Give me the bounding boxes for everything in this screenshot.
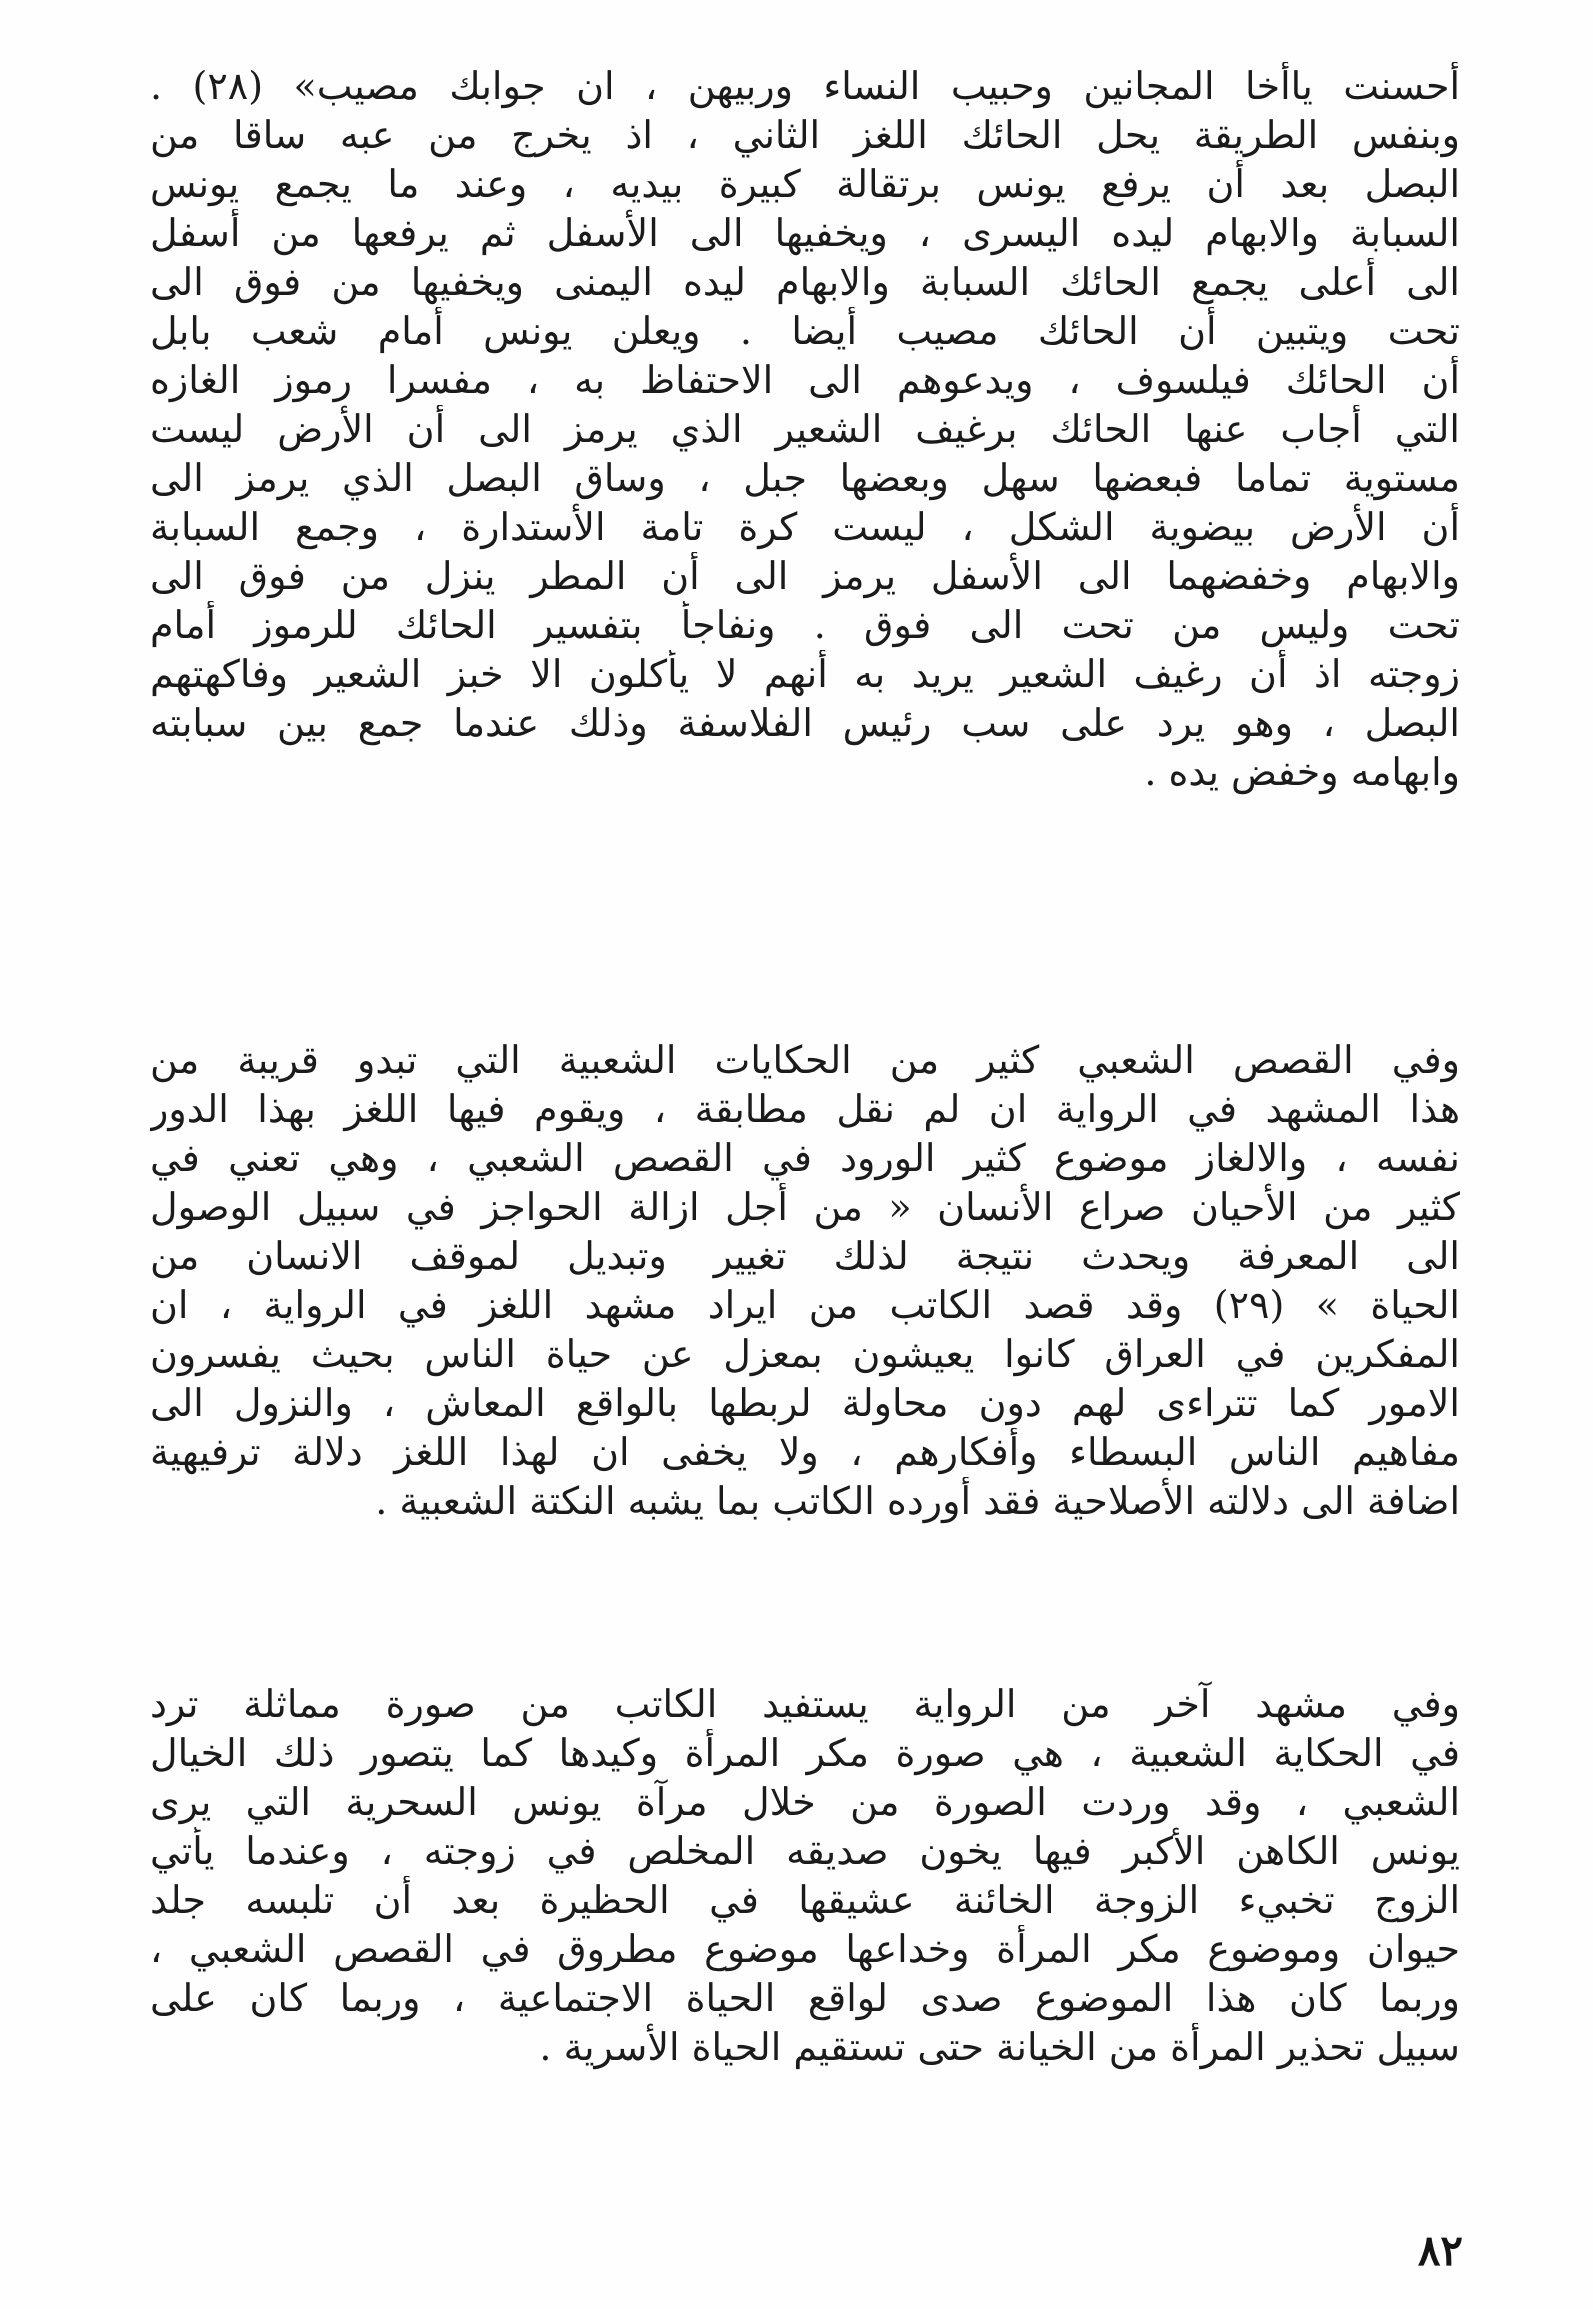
text-line: الى أعلى يجمع الحائك السبابة والابهام ليده اليمنى ويخفيها من فوق الى: [150, 260, 1460, 304]
text-line: البصل بعد أن يرفع يونس برتقالة كبيرة بيديه ، وعند ما يجمع يونس: [150, 162, 1460, 206]
text-line: أن الحائك فيلسوف ، ويدعوهم الى الاحتفاظ به ، مفسرا رموز الغازه: [150, 358, 1460, 402]
text-line: وفي مشهد آخر من الرواية يستفيد الكاتب من صورة مماثلة ترد: [150, 1682, 1460, 1726]
text-line: في الحكاية الشعبية ، هي صورة مكر المرأة وكيدها كما يتصور ذلك الخيال: [150, 1731, 1460, 1775]
text-line: وابهامه وخفض يده .: [1144, 750, 1460, 794]
text-line: الامور كما تتراءى لهم دون محاولة لربطها بالواقع المعاش ، والنزول الى: [150, 1381, 1460, 1425]
text-line: زوجته اذ أن رغيف الشعير يريد به أنهم لا يأكلون الا خبز الشعير وفاكهتهم: [150, 652, 1460, 696]
text-line: الحياة » (٢٩) وقد قصد الكاتب من ايراد مشهد اللغز في الرواية ، ان: [150, 1283, 1460, 1327]
paragraph-1: [150, 62, 1460, 797]
paragraph-3: [150, 1680, 1460, 2072]
text-line: أن الأرض بيضوية الشكل ، ليست كرة تامة الأستدارة ، وجمع السبابة: [150, 505, 1460, 549]
text-line: الزوج تخبيء الزوجة الخائنة عشيقها في الحظيرة بعد أن تلبسه جلد: [150, 1878, 1460, 1922]
text-line: وربما كان هذا الموضوع صدى لواقع الحياة الاجتماعية ، وربما كان على: [150, 1976, 1460, 2020]
text-line: والابهام وخفضهما الى الأسفل يرمز الى أن المطر ينزل من فوق الى: [150, 554, 1460, 598]
text-line: البصل ، وهو يرد على سب رئيس الفلاسفة وذلك عندما جمع بين سبابته: [150, 701, 1460, 745]
page-number: ٨٢: [1417, 2226, 1463, 2275]
text-line: مستوية تماما فبعضها سهل وبعضها جبل ، وساق البصل الذي يرمز الى: [150, 456, 1460, 500]
text-line: أحسنت ياأخا المجانين وحبيب النساء وربيهن ، ان جوابك مصيب» (٢٨) .: [150, 64, 1460, 108]
text-line: الى المعرفة ويحدث نتيجة لذلك تغيير وتبديل لموقف الانسان من: [150, 1234, 1460, 1278]
text-line: نفسه ، والالغاز موضوع كثير الورود في القصص الشعبي ، وهي تعني في: [150, 1136, 1460, 1180]
text-line: سبيل تحذير المرأة من الخيانة حتى تستقيم الحياة الأسرية .: [539, 2025, 1460, 2069]
text-line: المفكرين في العراق كانوا يعيشون بمعزل عن حياة الناس بحيث يفسرون: [150, 1332, 1460, 1376]
text-line: تحت وليس من تحت الى فوق . ونفاجأ بتفسير الحائك للرموز أمام: [150, 603, 1460, 647]
text-line: مفاهيم الناس البسطاء وأفكارهم ، ولا يخفى ان لهذا اللغز دلالة ترفيهية: [150, 1430, 1460, 1474]
text-line: وفي القصص الشعبي كثير من الحكايات الشعبية التي تبدو قريبة من: [150, 1038, 1460, 1082]
text-line: تحت ويتبين أن الحائك مصيب أيضا . ويعلن يونس أمام شعب بابل: [150, 309, 1460, 353]
text-line: كثير من الأحيان صراع الأنسان « من أجل ازالة الحواجز في سبيل الوصول: [150, 1185, 1460, 1229]
text-line: التي أجاب عنها الحائك برغيف الشعير الذي يرمز الى أن الأرض ليست: [150, 407, 1460, 451]
text-line: هذا المشهد في الرواية ان لم نقل مطابقة ، ويقوم فيها اللغز بهذا الدور: [150, 1087, 1460, 1131]
text-line: يونس الكاهن الأكبر فيها يخون صديقه المخلص في زوجته ، وعندما يأتي: [150, 1829, 1460, 1873]
text-line: وبنفس الطريقة يحل الحائك اللغز الثاني ، اذ يخرج من عبه ساقا من: [150, 113, 1460, 157]
text-line: اضافة الى دلالته الأصلاحية فقد أورده الكاتب بما يشبه النكتة الشعبية .: [375, 1479, 1460, 1523]
text-line: الشعبي ، وقد وردت الصورة من خلال مرآة يونس السحرية التي يرى: [150, 1780, 1460, 1824]
text-line: السبابة والابهام ليده اليسرى ، ويخفيها الى الأسفل ثم يرفعها من أسفل: [150, 211, 1460, 255]
paragraph-2: [150, 1036, 1460, 1526]
text-line: حيوان وموضوع مكر المرأة وخداعها موضوع مطروق في القصص الشعبي ،: [150, 1927, 1460, 1971]
